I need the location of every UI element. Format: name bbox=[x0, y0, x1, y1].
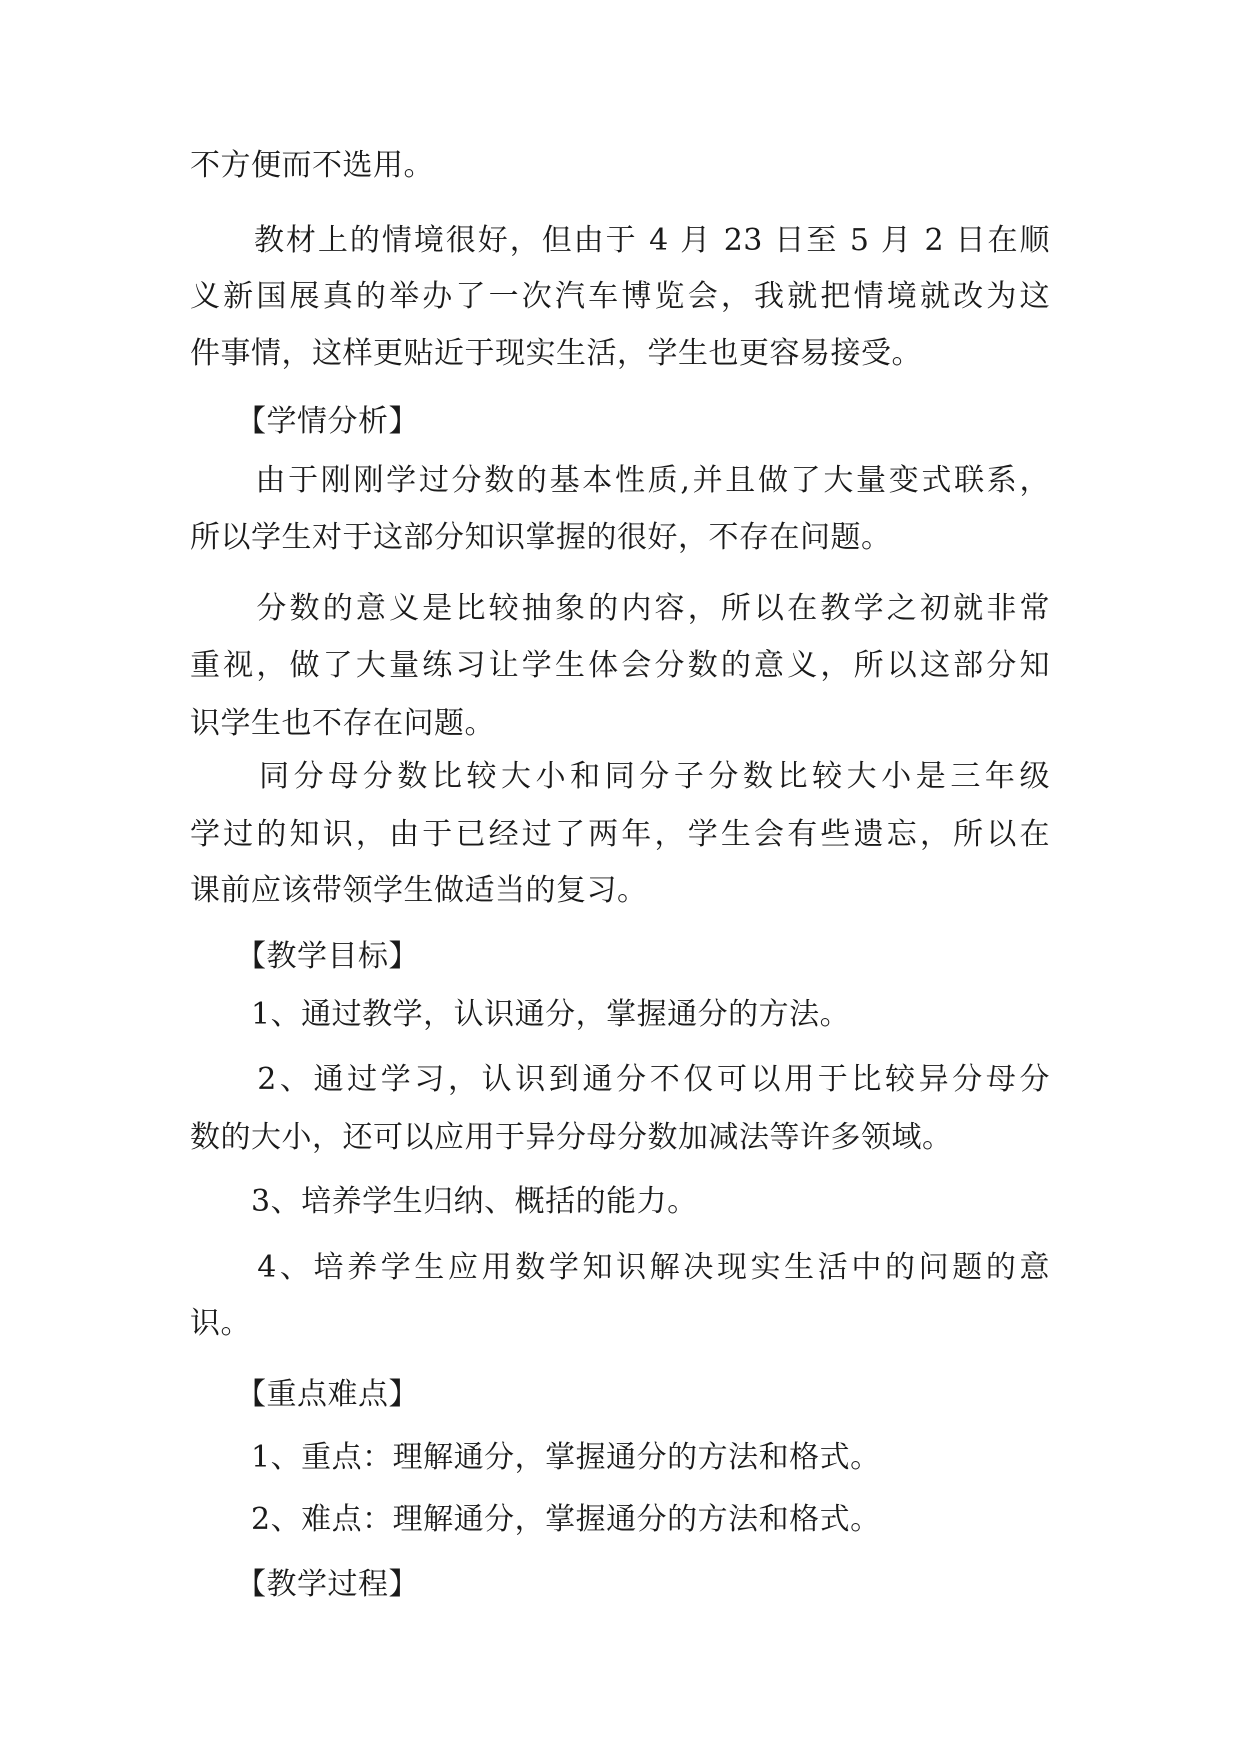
text-line: 重视，做了大量练习让学生体会分数的意义，所以这部分知 bbox=[190, 648, 1050, 683]
text-line: 义新国展真的举办了一次汽车博览会，我就把情境就改为这 bbox=[190, 279, 1050, 314]
section-heading: 【重点难点】 bbox=[190, 1377, 419, 1412]
text-line: 4、培养学生应用数学知识解决现实生活中的问题的意 bbox=[190, 1250, 1050, 1285]
text-line: 不方便而不选用。 bbox=[190, 148, 434, 183]
text-line: 件事情，这样更贴近于现实生活，学生也更容易接受。 bbox=[190, 336, 922, 371]
text-line: 识。 bbox=[190, 1306, 251, 1341]
section-heading: 【教学目标】 bbox=[190, 939, 419, 974]
text-line: 1、重点：理解通分，掌握通分的方法和格式。 bbox=[190, 1440, 881, 1475]
text-line: 数的大小，还可以应用于异分母分数加减法等许多领域。 bbox=[190, 1120, 953, 1155]
text-line: 1、通过教学，认识通分，掌握通分的方法。 bbox=[190, 997, 851, 1032]
text-line: 学过的知识，由于已经过了两年，学生会有些遗忘，所以在 bbox=[190, 817, 1050, 852]
text-line: 3、培养学生归纳、概括的能力。 bbox=[190, 1184, 698, 1219]
text-line: 2、通过学习，认识到通分不仅可以用于比较异分母分 bbox=[190, 1062, 1050, 1097]
text-line: 教材上的情境很好，但由于 4 月 23 日至 5 月 2 日在顺 bbox=[190, 223, 1050, 258]
text-line: 课前应该带领学生做适当的复习。 bbox=[190, 873, 648, 908]
text-line: 同分母分数比较大小和同分子分数比较大小是三年级 bbox=[190, 759, 1050, 794]
text-line: 由于刚刚学过分数的基本性质,并且做了大量变式联系， bbox=[190, 463, 1050, 498]
section-heading: 【学情分析】 bbox=[190, 404, 419, 439]
section-heading: 【教学过程】 bbox=[190, 1567, 419, 1602]
text-line: 2、难点：理解通分，掌握通分的方法和格式。 bbox=[190, 1502, 881, 1537]
text-line: 识学生也不存在问题。 bbox=[190, 706, 495, 741]
text-line: 所以学生对于这部分知识掌握的很好，不存在问题。 bbox=[190, 520, 892, 555]
text-line: 分数的意义是比较抽象的内容，所以在教学之初就非常 bbox=[190, 591, 1050, 626]
